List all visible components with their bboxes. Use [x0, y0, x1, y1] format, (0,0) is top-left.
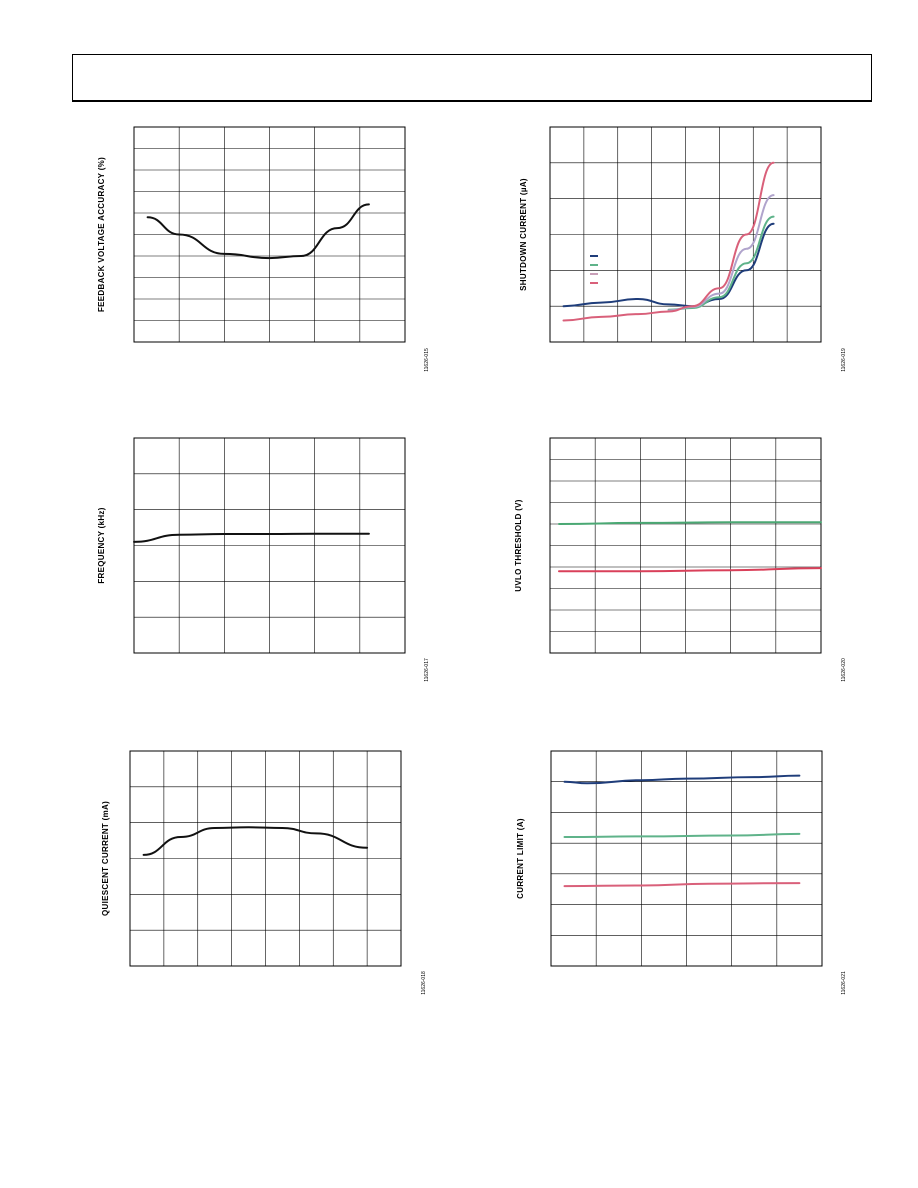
- feedback-chart: [97, 127, 430, 372]
- currentlimit-chart: [516, 751, 847, 995]
- series-line-0: [134, 534, 369, 542]
- figure-code: 11626-015: [424, 348, 430, 372]
- y-axis-label: FREQUENCY (kHz): [97, 507, 106, 584]
- series-line-3: [564, 163, 774, 321]
- figure-code: 11626-020: [841, 658, 847, 682]
- series-line-2: [565, 883, 800, 886]
- figure-code: 11626-019: [841, 348, 847, 372]
- frequency-chart: [97, 438, 430, 682]
- y-axis-label: QUIESCENT CURRENT (mA): [101, 800, 110, 917]
- uvlo-chart: [514, 438, 847, 682]
- shutdown-chart: [519, 127, 847, 372]
- series-line-1: [559, 568, 821, 571]
- figure-code: 11626-021: [841, 971, 847, 995]
- y-axis-label: UVLO THRESHOLD (V): [514, 499, 523, 592]
- series-line-0: [144, 827, 368, 855]
- figure-code: 11626-017: [424, 658, 430, 682]
- y-axis-label: CURRENT LIMIT (A): [516, 818, 525, 899]
- series-line-1: [565, 834, 800, 837]
- y-axis-label: FEEDBACK VOLTAGE ACCURACY (%): [97, 156, 106, 313]
- quiescent-chart: [101, 751, 427, 995]
- series-line-0: [565, 776, 800, 784]
- y-axis-label: SHUTDOWN CURRENT (µA): [519, 178, 528, 291]
- series-line-0: [148, 204, 369, 258]
- figure-code: 11626-018: [421, 971, 427, 995]
